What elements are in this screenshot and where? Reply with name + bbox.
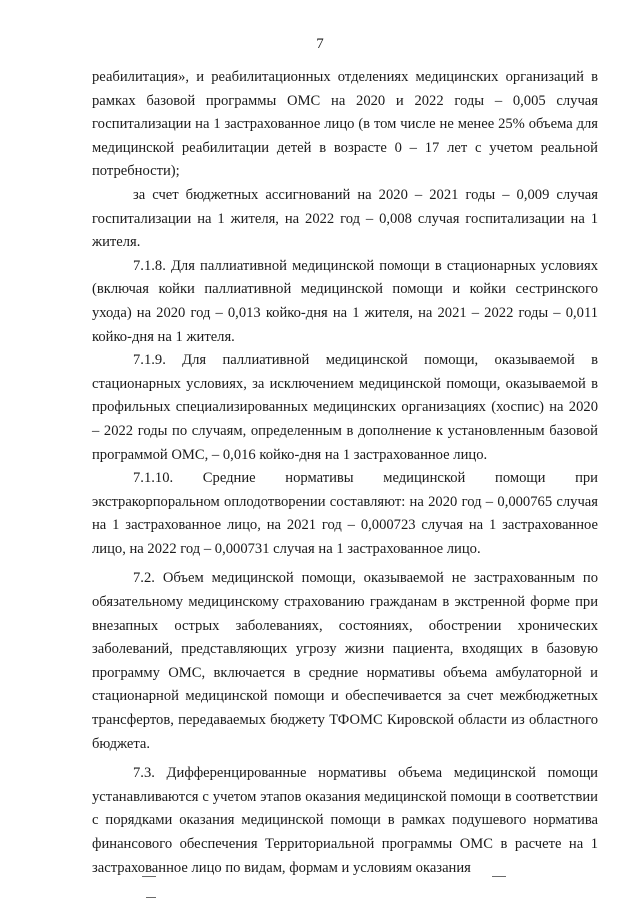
paragraph-7-3: 7.3. Дифференцированные нормативы объема медицинской помощи устанавливаются с учетом этапов оказания медицинской помощи в соответствии с порядками оказания медицинской помощи в рамках подушевого норматива финансового обеспечения Территориальной программы ОМС в расчете на 1 застрахованное лицо по видам, формам и условиям оказания (92, 765, 598, 876)
paragraph-7-1-9: 7.1.9. Для паллиативной медицинской помощи, оказываемой в стационарных условиях, за исключением медицинской помощи, оказываемой в профильных специализированных медицинских организациях (хоспис) на 2020 – 2022 годы по случаям, определенным в дополнение к установленным базовой программой ОМС, – 0,016 койко-дня на 1 застрахованное лицо. (92, 352, 598, 463)
scan-mark-left (142, 876, 156, 877)
paragraph-7-2: 7.2. Объем медицинской помощи, оказываемой не застрахованным по обязательному медицинскому страхованию гражданам в экстренной форме при внезапных острых заболеваниях, состояниях, обострении хронических заболеваний, представляющих угрозу жизни пациента, входящих в базовую программу ОМС, включается в средние нормативы объема амбулаторной и стационарной медицинской помощи и обеспечивается за счет межбюджетных трансфертов, передаваемых бюджету ТФОМС Кировской области из областного бюджета. (92, 570, 598, 752)
paragraph-budget-hospitalization: за счет бюджетных ассигнований на 2020 – 2021 годы – 0,009 случая госпитализации на 1 жителя, на 2022 год – 0,008 случая госпитализации на 1 жителя. (92, 186, 598, 251)
paragraph-rehabilitation-continuation: реабилитация», и реабилитационных отделениях медицинских организаций в рамках базовой программы ОМС на 2020 и 2022 годы – 0,005 случая госпитализации на 1 застрахованное лицо (в том числе не менее 25% объема для медицинской реабилитации детей в возрасте 0 – 17 лет с учетом реальной потребности); (92, 69, 598, 180)
paragraph-7-1-8: 7.1.8. Для паллиативной медицинской помощи в стационарных условиях (включая койки паллиативной медицинской помощи и койки сестринского ухода) на 2020 год – 0,013 койко-дня на 1 жителя, на 2021 – 2022 годы – 0,011 койко-дня на 1 жителя. (92, 257, 598, 345)
paragraph-7-1-10: 7.1.10. Средние нормативы медицинской помощи при экстракорпоральном оплодотворении составляют: на 2020 год – 0,000765 случая на 1 застрахованное лицо, на 2021 год – 0,000723 случая на 1 застрахованное лицо, на 2022 год – 0,000731 случая на 1 застрахованное лицо. (92, 470, 598, 557)
scan-mark-right (492, 876, 506, 877)
scan-mark-bottom (146, 897, 156, 898)
page-number: 7 (316, 36, 324, 52)
document-body (92, 66, 598, 880)
